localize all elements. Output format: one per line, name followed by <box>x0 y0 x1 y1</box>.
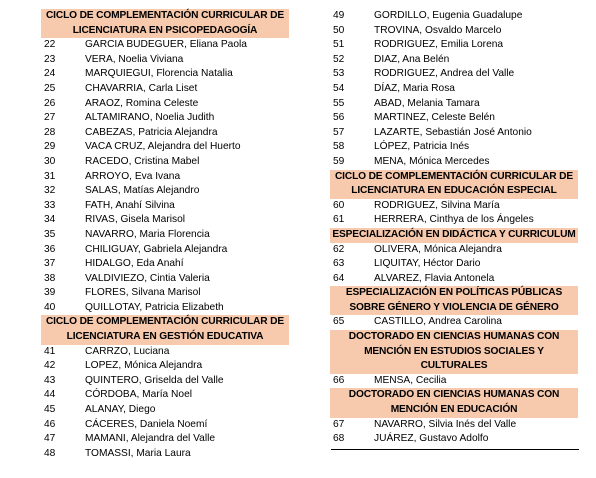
list-item-number: 57 <box>333 126 345 138</box>
list-item-number: 66 <box>333 374 345 386</box>
list-item <box>41 140 289 155</box>
list-item-name: CÁCERES, Daniela Noemí <box>85 418 208 430</box>
section-header-line: ESPECIALIZACIÓN EN DIDÁCTICA Y CURRICULUM <box>332 228 576 240</box>
list-item-number: 63 <box>333 258 345 270</box>
list-item-number: 64 <box>333 272 345 284</box>
list-item-number: 38 <box>44 272 56 284</box>
list-item-number: 34 <box>44 214 56 226</box>
list-item-number: 55 <box>333 97 345 109</box>
list-item-name: ARROYO, Eva Ivana <box>85 170 181 182</box>
section-header-line: LICENCIATURA EN EDUCACIÓN ESPECIAL <box>351 185 557 197</box>
list-item-name: CHAVARRIA, Carla Liset <box>85 82 198 94</box>
list-item-name: VACA CRUZ, Alejandra del Huerto <box>85 141 241 153</box>
list-item-name: JUÁREZ, Gustavo Adolfo <box>374 433 489 445</box>
list-item-number: 49 <box>333 10 345 21</box>
list-item <box>41 228 289 243</box>
list-item-number: 45 <box>44 404 56 416</box>
list-item <box>41 82 289 97</box>
list-item <box>330 126 578 141</box>
list-item-number: 26 <box>44 97 56 109</box>
list-item <box>41 432 289 447</box>
list-item-number: 32 <box>44 185 56 197</box>
section-header-line: MENCIÓN EN ESTUDIOS SOCIALES Y <box>364 345 544 357</box>
list-item <box>41 345 289 360</box>
list-item <box>41 53 289 68</box>
list-item-number: 53 <box>333 68 345 80</box>
list-item-name: ABAD, Melania Tamara <box>374 97 480 109</box>
list-item <box>330 272 578 287</box>
list-item-number: 48 <box>44 447 56 459</box>
list-item-name: NAVARRO, Maria Florencia <box>85 228 210 240</box>
list-item <box>330 24 578 39</box>
list-item-number: 28 <box>44 126 56 138</box>
list-item-name: OLIVERA, Mónica Alejandra <box>374 243 502 255</box>
list-item-name: CARRZO, Luciana <box>85 345 170 357</box>
section-header-line: MENCIÓN EN EDUCACIÓN <box>390 404 518 416</box>
section-header <box>330 286 578 315</box>
list-item-number: 22 <box>44 39 56 51</box>
list-item-number: 30 <box>44 155 56 167</box>
list-item <box>330 432 578 447</box>
list-item <box>330 213 578 228</box>
section-header-line: LICENCIATURA EN GESTIÓN EDUCATIVA <box>66 331 264 343</box>
section-header-line: CULTURALES <box>420 360 488 372</box>
list-item <box>330 53 578 68</box>
section-header <box>330 388 578 417</box>
list-item <box>330 243 578 258</box>
section-header-line: CICLO DE COMPLEMENTACIÓN CURRICULAR DE <box>45 316 285 328</box>
section-header-line: ESPECIALIZACIÓN EN POLÍTICAS PÚBLICAS <box>345 287 563 299</box>
list-item-number: 37 <box>44 258 56 270</box>
list-item <box>41 374 289 389</box>
list-item-name: MARQUIEGUI, Florencia Natalia <box>85 68 233 80</box>
list-item <box>41 272 289 287</box>
list-item-number: 62 <box>333 243 345 255</box>
list-item-number: 35 <box>44 228 56 240</box>
list-item-name: FATH, Anahí Silvina <box>85 199 175 211</box>
list-item-name: ARAOZ, Romina Celeste <box>85 97 199 109</box>
section-header <box>330 330 578 374</box>
list-item-name: QUILLOTAY, Patricia Elizabeth <box>85 301 224 313</box>
section-header-line: DOCTORADO EN CIENCIAS HUMANAS CON <box>348 331 560 343</box>
list-item-name: TROVINA, Osvaldo Marcelo <box>374 24 502 36</box>
list-item <box>41 199 289 214</box>
list-item-name: QUINTERO, Griselda del Valle <box>85 374 224 386</box>
list-item-name: DIAZ, Ana Belén <box>374 53 450 65</box>
list-item-name: LOPEZ, Mónica Alejandra <box>85 360 203 372</box>
list-item-number: 24 <box>44 68 56 80</box>
list-item-number: 31 <box>44 170 56 182</box>
list-item-number: 67 <box>333 418 345 430</box>
list-item <box>330 199 578 214</box>
section-header-line: LICENCIATURA EN PSICOPEDAGOGÍA <box>72 24 258 36</box>
list-item <box>330 82 578 97</box>
list-item <box>330 9 578 24</box>
list-item <box>41 97 289 112</box>
list-item-name: ALTAMIRANO, Noelia Judith <box>85 112 215 124</box>
list-item-number: 39 <box>44 287 56 299</box>
list-item-name: NAVARRO, Silvia Inés del Valle <box>374 418 517 430</box>
list-item <box>330 155 578 170</box>
list-item <box>41 155 289 170</box>
section-header-line: SOBRE GÉNERO Y VIOLENCIA DE GÉNERO <box>349 301 559 313</box>
list-item-name: VALDIVIEZO, Cintia Valeria <box>85 272 210 284</box>
list-item-name: MENA, Mónica Mercedes <box>374 155 490 167</box>
list-item <box>330 67 578 82</box>
list-item-name: MAMANI, Alejandra del Valle <box>85 433 216 445</box>
list-item <box>330 140 578 155</box>
list-item-name: LÓPEZ, Patricia Inés <box>374 141 470 153</box>
list-item <box>41 388 289 403</box>
table-bottom-border <box>331 449 579 450</box>
section-header-line: CICLO DE COMPLEMENTACIÓN CURRICULAR DE <box>45 10 285 21</box>
list-item-name: FLORES, Silvana Marisol <box>85 287 201 299</box>
list-item-number: 36 <box>44 243 56 255</box>
list-item-number: 33 <box>44 199 56 211</box>
list-item <box>330 97 578 112</box>
list-item-name: HIDALGO, Eda Anahí <box>85 258 184 270</box>
list-item-name: GARCIA BUDEGUER, Eliana Paola <box>85 39 247 51</box>
list-item-number: 61 <box>333 214 345 226</box>
list-item <box>41 257 289 272</box>
list-item <box>330 315 578 330</box>
list-item-number: 47 <box>44 433 56 445</box>
list-item-number: 56 <box>333 112 345 124</box>
list-item <box>330 418 578 433</box>
list-item-name: HERRERA, Cinthya de los Ángeles <box>374 214 534 226</box>
list-item-number: 46 <box>44 418 56 430</box>
right-column <box>330 9 578 447</box>
list-item-number: 23 <box>44 53 56 65</box>
list-item-number: 42 <box>44 360 56 372</box>
list-item-number: 59 <box>333 155 345 167</box>
list-item <box>41 184 289 199</box>
list-item-number: 43 <box>44 374 56 386</box>
list-item-name: TOMASSI, Maria Laura <box>85 447 191 459</box>
list-item-name: RODRIGUEZ, Silvina María <box>374 199 500 211</box>
list-item-number: 50 <box>333 24 345 36</box>
list-item-name: LAZARTE, Sebastián José Antonio <box>374 126 532 138</box>
list-item <box>41 403 289 418</box>
list-item-name: CHILIGUAY, Gabriela Alejandra <box>85 243 228 255</box>
list-item-number: 44 <box>44 389 56 401</box>
list-item <box>41 67 289 82</box>
list-item-name: RIVAS, Gisela Marisol <box>85 214 186 226</box>
list-item-name: VERA, Noelia Viviana <box>85 53 184 65</box>
section-header-line: CICLO DE COMPLEMENTACIÓN CURRICULAR DE <box>334 170 574 182</box>
list-item-number: 58 <box>333 141 345 153</box>
list-item <box>41 111 289 126</box>
list-item <box>41 170 289 185</box>
list-item-number: 68 <box>333 433 345 445</box>
list-item-name: ALANAY, Diego <box>85 404 156 416</box>
list-item-name: GORDILLO, Eugenia Guadalupe <box>374 10 523 21</box>
list-item-name: SALAS, Matías Alejandro <box>85 185 200 197</box>
list-item-name: RACEDO, Cristina Mabel <box>85 155 200 167</box>
list-item-name: CÓRDOBA, María Noel <box>85 389 192 401</box>
list-item <box>41 301 289 316</box>
list-item-name: RODRIGUEZ, Andrea del Valle <box>374 68 515 80</box>
list-item <box>41 447 289 462</box>
list-item-number: 54 <box>333 82 345 94</box>
list-item-number: 27 <box>44 112 56 124</box>
list-item <box>41 126 289 141</box>
left-column <box>41 9 289 461</box>
list-item-name: LIQUITAY, Héctor Dario <box>374 258 481 270</box>
list-item-name: ALVAREZ, Flavia Antonela <box>374 272 495 284</box>
list-item-number: 40 <box>44 301 56 313</box>
list-item-name: CABEZAS, Patricia Alejandra <box>85 126 218 138</box>
list-item <box>330 374 578 389</box>
list-item-number: 52 <box>333 53 345 65</box>
list-item-number: 29 <box>44 141 56 153</box>
list-item-number: 25 <box>44 82 56 94</box>
list-item-name: RODRIGUEZ, Emilia Lorena <box>374 39 504 51</box>
list-item <box>330 257 578 272</box>
list-item-number: 51 <box>333 39 345 51</box>
list-item <box>41 286 289 301</box>
list-item <box>41 359 289 374</box>
list-item-name: MENSA, Cecilia <box>374 374 447 386</box>
list-item <box>41 418 289 433</box>
list-item-name: CASTILLO, Andrea Carolina <box>374 316 502 328</box>
section-header <box>41 9 289 38</box>
section-header <box>41 315 289 344</box>
list-item-name: MARTINEZ, Celeste Belén <box>374 112 495 124</box>
list-item-number: 41 <box>44 345 56 357</box>
section-header-line: DOCTORADO EN CIENCIAS HUMANAS CON <box>348 389 560 401</box>
section-header <box>330 170 578 199</box>
list-item <box>330 38 578 53</box>
list-item-number: 60 <box>333 199 345 211</box>
list-item-name: DÍAZ, Maria Rosa <box>374 82 455 94</box>
list-item-number: 65 <box>333 316 345 328</box>
list-item <box>41 213 289 228</box>
list-item <box>41 243 289 258</box>
list-item <box>41 38 289 53</box>
section-header <box>330 228 578 243</box>
list-item <box>330 111 578 126</box>
